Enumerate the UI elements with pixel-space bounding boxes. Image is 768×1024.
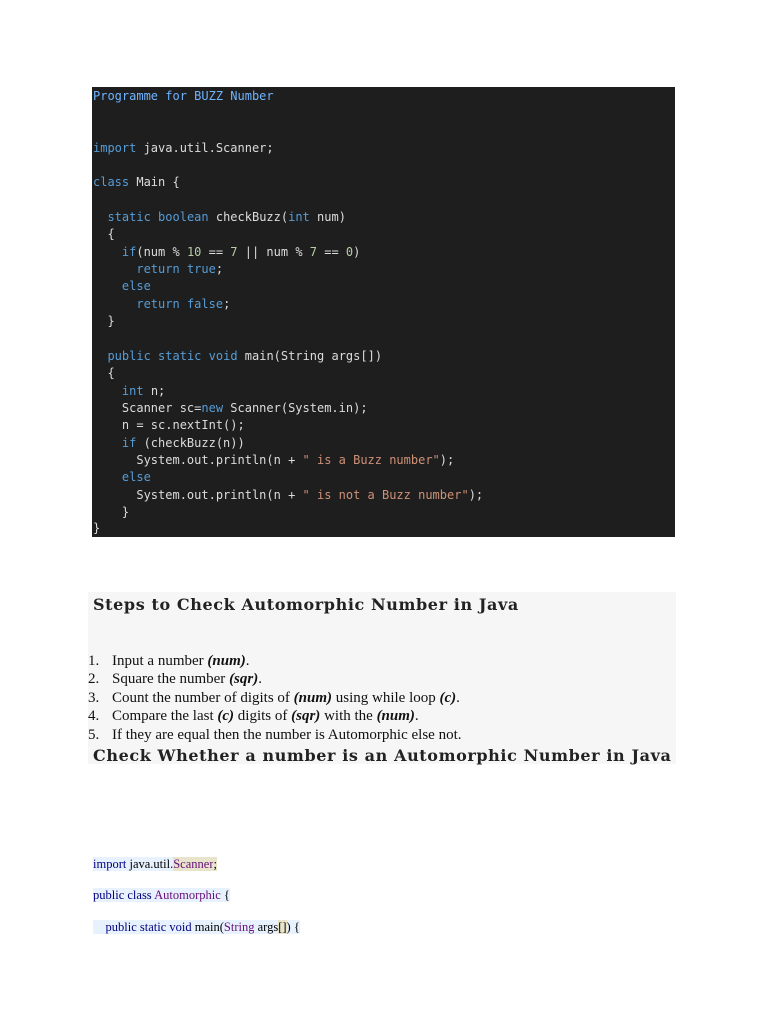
code-number: 7 [309, 245, 318, 259]
step-variable: (sqr) [229, 671, 259, 688]
code-title: Programme for BUZZ Number [93, 89, 274, 103]
code-keyword: static [158, 349, 202, 363]
step-text: Compare the last [112, 708, 218, 725]
code-keyword: if [121, 436, 137, 450]
code-keyword: int [121, 384, 144, 398]
code-text [93, 384, 122, 398]
code-keyword: true [186, 262, 216, 276]
check-heading: Check Whether a number is an Automorphic Number in Java [93, 746, 672, 765]
code-keyword: else [121, 470, 151, 484]
step-variable: (c) [439, 689, 457, 706]
step-text: . [245, 653, 250, 669]
code-text: } [93, 314, 115, 328]
code-keyword: return [136, 297, 180, 311]
args-param: args [254, 920, 279, 934]
code-keyword: class [93, 175, 130, 189]
semicolon: ; [213, 857, 217, 871]
code-text: == [201, 245, 231, 259]
step-variable: (sqr) [291, 708, 321, 725]
code-text: == [317, 245, 346, 259]
code-text [93, 245, 122, 259]
code-keyword: boolean [158, 210, 209, 224]
code-keyword: return [136, 262, 180, 276]
public-keyword: public [105, 920, 137, 934]
code-text: Scanner(System.in); [223, 401, 368, 415]
code-text: ); [468, 488, 484, 502]
step-variable: (num) [376, 708, 415, 725]
code-text: n = sc.nextInt(); [93, 418, 245, 432]
step-item [88, 652, 461, 670]
code-keyword: public [107, 349, 151, 363]
code2-line-class [93, 888, 230, 903]
code-text [93, 210, 107, 224]
code-line [93, 505, 129, 520]
code-line [93, 349, 382, 364]
step-text: using while loop [332, 689, 440, 706]
code-text: (num % [136, 245, 187, 259]
code-text: Scanner sc= [93, 401, 202, 415]
step-text: digits of [234, 708, 292, 725]
code-text: ); [439, 453, 455, 467]
code-keyword: false [186, 297, 224, 311]
code-line [93, 384, 165, 399]
code-text: ; [215, 262, 224, 276]
code-line [93, 453, 454, 468]
code-keyword: int [288, 210, 310, 224]
code-text: || num % [237, 245, 310, 259]
code-line [93, 227, 115, 242]
code-line [93, 401, 368, 416]
step-text: Input a number [112, 653, 208, 669]
step-text: . [258, 671, 262, 688]
code-text: num) [309, 210, 346, 224]
step-number: 3. [88, 689, 100, 706]
code-number: 10 [186, 245, 202, 259]
scanner-class: Scanner [173, 857, 214, 871]
step-variable: (num) [293, 689, 332, 706]
void-keyword: void [169, 920, 192, 934]
array-brackets: [] [278, 920, 287, 934]
code-string: " is not a Buzz number" [302, 488, 469, 502]
step-item [88, 707, 461, 725]
code-text [180, 262, 187, 276]
code-line [93, 470, 151, 485]
step-variable: (num) [207, 653, 246, 669]
step-number: 5. [88, 726, 100, 743]
code-text [93, 470, 122, 484]
code-keyword: void [208, 349, 238, 363]
static-keyword: static [139, 920, 167, 934]
code-text [93, 297, 136, 311]
code-number: 7 [230, 245, 238, 259]
step-item [88, 726, 461, 744]
code-text: ; [223, 297, 231, 311]
steps-heading: Steps to Check Automorphic Number in Java [93, 595, 519, 614]
code-line [93, 141, 274, 156]
code-keyword: import [93, 141, 137, 155]
code-text: System.out.println(n + [93, 453, 303, 467]
code-string: " is a Buzz number" [302, 453, 440, 467]
open-paren: ( [219, 920, 224, 934]
code-text: System.out.println(n + [93, 488, 303, 502]
code-line [93, 245, 360, 260]
code-text [93, 349, 107, 363]
step-item [88, 689, 461, 707]
step-text: with the [320, 708, 377, 725]
code-text [93, 262, 136, 276]
code-closing-brace: } [93, 521, 101, 535]
code-text [201, 349, 208, 363]
code-line [93, 262, 223, 277]
code-text [151, 210, 158, 224]
code-text: checkBuzz( [208, 210, 289, 224]
step-number: 4. [88, 708, 100, 725]
code-line [93, 279, 151, 294]
code-text: { [93, 366, 115, 380]
code-text [180, 297, 187, 311]
code-line [93, 314, 115, 329]
steps-list [88, 652, 461, 744]
class-name: Automorphic [154, 888, 221, 902]
code-line [93, 297, 230, 312]
code-text [93, 436, 122, 450]
code-text: java.util.Scanner; [136, 141, 274, 155]
code-keyword: static [107, 210, 151, 224]
step-text: . [414, 708, 419, 725]
string-type: String [223, 920, 255, 934]
code-keyword: else [121, 279, 151, 293]
import-keyword: import [93, 857, 127, 871]
step-variable: (c) [217, 708, 235, 725]
code-text: { [93, 227, 115, 241]
step-text: Square the number [112, 671, 230, 688]
step-text: . [456, 689, 460, 706]
code-line [93, 210, 346, 225]
import-path: java.util. [126, 857, 174, 871]
code-keyword: new [201, 401, 224, 415]
code-line [93, 366, 115, 381]
code-text: } [93, 505, 130, 519]
code-line [93, 436, 245, 451]
step-item [88, 670, 461, 688]
step-number: 1. [88, 653, 100, 669]
code-line [93, 418, 245, 433]
code2-line-main [93, 920, 300, 935]
class-brace: { [220, 888, 230, 902]
code-text [151, 349, 158, 363]
step-number: 2. [88, 671, 100, 688]
public-class-keyword: public class [93, 888, 152, 902]
code-keyword: if [121, 245, 137, 259]
code-text [93, 279, 122, 293]
code-text: (checkBuzz(n)) [136, 436, 245, 450]
code-line [93, 488, 483, 503]
buzz-code-block [92, 87, 675, 537]
step-text: Count the number of digits of [112, 689, 294, 706]
code-line [93, 175, 180, 190]
code2-line-import [93, 857, 217, 872]
code-text: n; [143, 384, 166, 398]
code-text: main(String args[]) [237, 349, 383, 363]
code-text: ) [353, 245, 361, 259]
main-method: main [194, 920, 220, 934]
step-text: If they are equal then the number is Automorphic else not. [112, 726, 462, 743]
code-text: Main { [129, 175, 180, 189]
code-number: 0 [345, 245, 354, 259]
close-paren-brace: ) { [286, 920, 300, 934]
